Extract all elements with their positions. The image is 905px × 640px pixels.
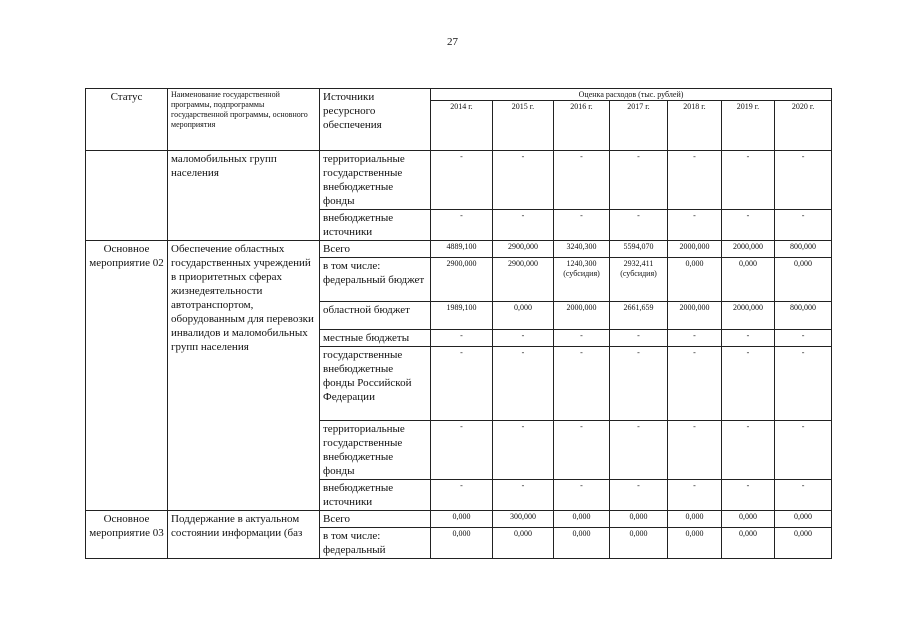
value-amount: 0,000: [514, 529, 532, 538]
header-status: Статус: [86, 89, 168, 151]
value-cell: [775, 347, 832, 421]
value-cell: [493, 241, 554, 258]
header-name: Наименование государственной программы, подпрограммы государственной программы, основного мероприятия: [168, 89, 320, 151]
header-year: 2019 г.: [722, 101, 775, 151]
value-cell: [610, 258, 668, 302]
value-amount: -: [580, 348, 583, 357]
value-amount: -: [746, 481, 750, 490]
status-cell: [86, 151, 168, 241]
value-cell: [668, 302, 722, 330]
source-cell: внебюджетные источники: [320, 480, 431, 511]
value-cell: [431, 241, 493, 258]
value-cell: [668, 258, 722, 302]
header-year: 2020 г.: [775, 101, 832, 151]
value-amount: -: [746, 348, 750, 357]
value-amount: -: [637, 331, 640, 340]
value-amount: -: [460, 331, 463, 340]
value-cell: [668, 421, 722, 480]
header-year: 2014 г.: [431, 101, 493, 151]
value-amount: 0,000: [514, 303, 532, 312]
value-cell: [431, 330, 493, 347]
value-cell: [610, 480, 668, 511]
value-amount: 0,000: [739, 259, 757, 268]
value-cell: [610, 302, 668, 330]
value-cell: [554, 421, 610, 480]
header-sources: Источники ресурсного обеспечения: [320, 89, 431, 151]
value-amount: 0,000: [685, 529, 704, 538]
value-amount: 5594,070: [623, 242, 654, 251]
value-cell: [722, 258, 775, 302]
name-cell: Обеспечение областных государственных учреждений в приоритетных сферах жизнедеятельности автотранспортом, оборудованным для перевозки инвалидов и маломобильных групп населения: [168, 241, 320, 511]
value-amount: 2661,659: [623, 303, 654, 312]
value-cell: [554, 241, 610, 258]
value-amount: -: [521, 211, 525, 220]
value-cell: [668, 151, 722, 210]
value-cell: [722, 480, 775, 511]
value-amount: -: [580, 422, 583, 431]
value-amount: 0,000: [572, 512, 591, 521]
value-cell: [431, 151, 493, 210]
value-amount: 0,000: [685, 512, 704, 521]
value-amount: 0,000: [739, 512, 757, 521]
value-amount: -: [801, 422, 805, 431]
value-cell: [610, 511, 668, 528]
value-amount: -: [801, 211, 805, 220]
value-amount: 2000,000: [679, 242, 710, 251]
value-amount: -: [521, 331, 525, 340]
value-cell: [668, 210, 722, 241]
value-amount: 300,000: [510, 512, 536, 521]
value-amount: -: [801, 331, 805, 340]
value-cell: [554, 528, 610, 559]
value-cell: [554, 347, 610, 421]
value-amount: 0,000: [629, 512, 648, 521]
value-amount: 2000,000: [566, 303, 597, 312]
value-cell: [554, 511, 610, 528]
value-amount: -: [746, 422, 750, 431]
value-cell: [493, 258, 554, 302]
value-cell: [668, 241, 722, 258]
value-amount: -: [693, 211, 696, 220]
value-amount: 2000,000: [733, 242, 763, 251]
value-amount: -: [693, 152, 696, 161]
value-cell: [610, 347, 668, 421]
value-cell: [775, 480, 832, 511]
value-cell: [493, 151, 554, 210]
value-amount: 0,000: [685, 259, 704, 268]
value-cell: [722, 210, 775, 241]
value-cell: [554, 258, 610, 302]
value-cell: [722, 241, 775, 258]
value-amount: -: [693, 481, 696, 490]
value-cell: [775, 258, 832, 302]
value-cell: [610, 151, 668, 210]
value-amount: 0,000: [794, 259, 813, 268]
value-cell: [668, 528, 722, 559]
value-cell: [431, 528, 493, 559]
value-amount: -: [460, 348, 463, 357]
value-cell: [493, 480, 554, 511]
value-cell: [554, 480, 610, 511]
value-cell: [668, 347, 722, 421]
source-cell: Всего: [320, 241, 431, 258]
value-cell: [668, 511, 722, 528]
value-amount: -: [801, 152, 805, 161]
source-cell: местные бюджеты: [320, 330, 431, 347]
name-cell: Поддержание в актуальном состоянии информации (баз: [168, 511, 320, 559]
header-row: [86, 89, 832, 101]
value-amount: 0,000: [794, 512, 813, 521]
value-cell: [668, 330, 722, 347]
value-amount: -: [460, 152, 463, 161]
value-cell: [775, 210, 832, 241]
header-year: 2015 г.: [493, 101, 554, 151]
value-amount: 0,000: [629, 529, 648, 538]
header-year: 2017 г.: [610, 101, 668, 151]
source-cell: областной бюджет: [320, 302, 431, 330]
value-amount: 800,000: [790, 242, 817, 251]
value-amount: -: [460, 422, 463, 431]
table-row: [86, 241, 832, 258]
value-cell: [493, 528, 554, 559]
value-amount: -: [521, 481, 525, 490]
value-cell: [431, 210, 493, 241]
value-cell: [722, 528, 775, 559]
name-cell: маломобильных групп населения: [168, 151, 320, 241]
value-cell: [610, 210, 668, 241]
value-amount: 3240,300: [566, 242, 597, 251]
value-cell: [493, 347, 554, 421]
value-amount: 2900,000: [508, 242, 538, 251]
value-amount: 2000,000: [733, 303, 763, 312]
value-cell: [610, 528, 668, 559]
value-amount: -: [693, 422, 696, 431]
value-amount: -: [580, 211, 583, 220]
header-year: 2018 г.: [668, 101, 722, 151]
value-cell: [554, 151, 610, 210]
value-cell: [775, 302, 832, 330]
value-amount: -: [746, 211, 750, 220]
value-cell: [775, 151, 832, 210]
value-amount: 2900,000: [446, 259, 477, 268]
value-cell: [722, 330, 775, 347]
value-cell: [431, 347, 493, 421]
value-note: (субсидия): [620, 269, 657, 278]
value-amount: 1989,100: [446, 303, 477, 312]
value-amount: -: [801, 348, 805, 357]
table-row: [86, 511, 832, 528]
value-cell: [431, 480, 493, 511]
value-amount: -: [637, 481, 640, 490]
value-amount: 0,000: [739, 529, 757, 538]
value-amount: -: [637, 152, 640, 161]
value-cell: [610, 421, 668, 480]
value-amount: 800,000: [790, 303, 817, 312]
source-cell: территориальные государственные внебюджетные фонды: [320, 421, 431, 480]
value-cell: [722, 511, 775, 528]
value-amount: 0,000: [572, 529, 591, 538]
source-cell: в том числе: федеральный бюджет: [320, 258, 431, 302]
source-cell: территориальные государственные внебюджетные фонды: [320, 151, 431, 210]
value-amount: 0,000: [452, 529, 471, 538]
value-cell: [775, 511, 832, 528]
value-cell: [722, 302, 775, 330]
value-amount: -: [693, 348, 696, 357]
value-cell: [493, 511, 554, 528]
value-amount: 4889,100: [446, 242, 477, 251]
value-cell: [775, 241, 832, 258]
value-cell: [431, 302, 493, 330]
value-amount: -: [580, 331, 583, 340]
value-amount: -: [746, 331, 750, 340]
value-amount: -: [580, 152, 583, 161]
value-cell: [722, 421, 775, 480]
value-cell: [775, 330, 832, 347]
source-cell: Всего: [320, 511, 431, 528]
value-cell: [722, 151, 775, 210]
value-amount: -: [580, 481, 583, 490]
value-cell: [554, 210, 610, 241]
value-cell: [431, 258, 493, 302]
value-cell: [493, 421, 554, 480]
value-cell: [431, 511, 493, 528]
value-amount: 2000,000: [679, 303, 710, 312]
value-amount: -: [637, 211, 640, 220]
table-row: [86, 151, 832, 210]
value-cell: [775, 528, 832, 559]
value-amount: -: [801, 481, 805, 490]
value-amount: -: [693, 331, 696, 340]
value-cell: [554, 302, 610, 330]
page-number: 27: [447, 36, 458, 48]
value-cell: [493, 330, 554, 347]
header-year: 2016 г.: [554, 101, 610, 151]
budget-table: [85, 88, 832, 559]
value-amount: -: [460, 211, 463, 220]
value-amount: 1240,300: [566, 259, 597, 268]
header-cost-estimate: Оценка расходов (тыс. рублей): [431, 89, 832, 101]
value-cell: [775, 421, 832, 480]
source-cell: в том числе: федеральный: [320, 528, 431, 559]
status-cell: Основное мероприятие 02: [86, 241, 168, 511]
value-amount: 2900,000: [508, 259, 538, 268]
source-cell: внебюджетные источники: [320, 210, 431, 241]
value-cell: [554, 330, 610, 347]
value-note: (субсидия): [563, 269, 600, 278]
value-cell: [610, 330, 668, 347]
value-amount: -: [637, 422, 640, 431]
value-amount: -: [460, 481, 463, 490]
value-amount: -: [521, 348, 525, 357]
value-cell: [493, 302, 554, 330]
value-amount: 2932,411: [623, 259, 654, 268]
status-cell: Основное мероприятие 03: [86, 511, 168, 559]
source-cell: государственные внебюджетные фонды Российской Федерации: [320, 347, 431, 421]
value-amount: 0,000: [794, 529, 813, 538]
value-cell: [722, 347, 775, 421]
value-amount: 0,000: [452, 512, 471, 521]
value-cell: [431, 421, 493, 480]
value-amount: -: [521, 422, 525, 431]
value-cell: [668, 480, 722, 511]
value-amount: -: [746, 152, 750, 161]
value-cell: [493, 210, 554, 241]
value-cell: [610, 241, 668, 258]
value-amount: -: [521, 152, 525, 161]
value-amount: -: [637, 348, 640, 357]
